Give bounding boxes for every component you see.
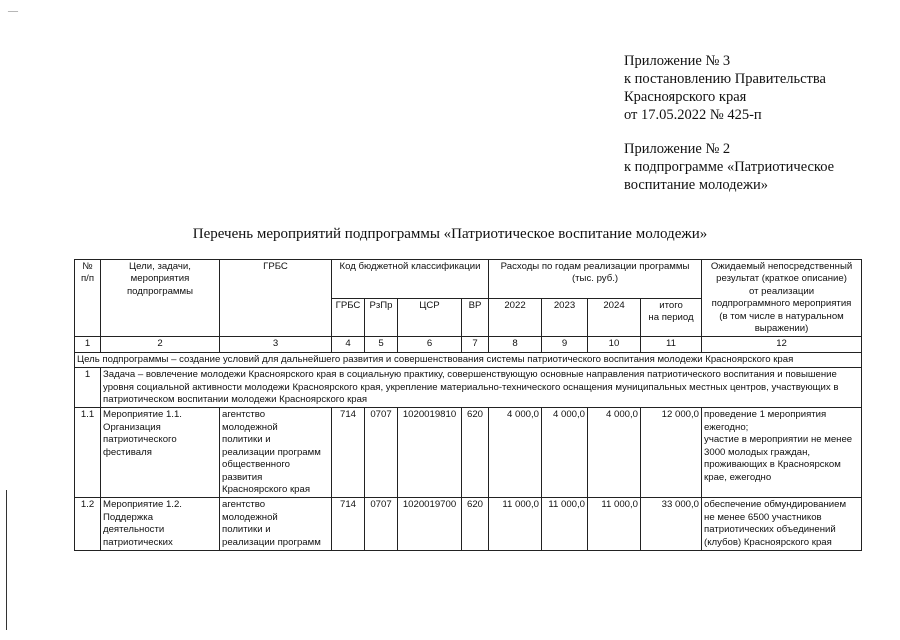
row-rzpr-code: 0707 (365, 408, 398, 498)
scan-corner-mark: — (8, 6, 18, 17)
row-amount-2022: 4 000,0 (489, 408, 542, 498)
appendix-main-line: Приложение № 3 (624, 53, 731, 69)
row-num: 1.2 (75, 498, 101, 551)
row-rzpr-code: 0707 (365, 498, 398, 551)
header-expenses: Расходы по годам реализации программы (тыс. руб.) (489, 260, 702, 299)
appendix-sub-block (624, 140, 834, 194)
appendix-sub-line: к подпрограмме «Патриотическое (624, 159, 835, 175)
subheader-2024: 2024 (588, 298, 641, 337)
appendix-main-line: Красноярского края (624, 89, 747, 105)
row-amount-2024: 11 000,0 (588, 498, 641, 551)
row-grbs-code: 714 (332, 498, 365, 551)
column-number: 9 (542, 337, 588, 352)
appendix-main-line: к постановлению Правительства (624, 71, 826, 87)
subheader-grbs: ГРБС (332, 298, 365, 337)
task-num: 1 (75, 368, 101, 408)
appendix-main-line: от 17.05.2022 № 425-п (624, 107, 762, 123)
subheader-2023: 2023 (542, 298, 588, 337)
row-vr-code: 620 (462, 498, 489, 551)
subheader-csr: ЦСР (398, 298, 462, 337)
subheader-rzpr: РзПр (365, 298, 398, 337)
header-result: Ожидаемый непосредственный результат (краткое описание) от реализации подпрограммного мероприятия (в том числе в натуральном выражении) (702, 260, 862, 337)
row-grbs-name: агентство молодежной политики и реализации программ общественного развития Красноярского края (220, 408, 332, 498)
row-csr-code: 1020019810 (398, 408, 462, 498)
row-measure-name: Мероприятие 1.2. Поддержка деятельности патриотических (101, 498, 220, 551)
row-result: обеспечение обмундированием не менее 6500 участников патриотических объединений (клубов) Красноярского края (702, 498, 862, 551)
column-number: 10 (588, 337, 641, 352)
column-number: 3 (220, 337, 332, 352)
row-amount-2024: 4 000,0 (588, 408, 641, 498)
row-csr-code: 1020019700 (398, 498, 462, 551)
row-amount-total: 12 000,0 (641, 408, 702, 498)
column-number-row (75, 337, 862, 352)
measures-table (74, 259, 862, 551)
column-number: 7 (462, 337, 489, 352)
column-number: 5 (365, 337, 398, 352)
header-goals: Цели, задачи, мероприятия подпрограммы (101, 260, 220, 337)
task-text: Задача – вовлечение молодежи Красноярского края в социальную практику, совершенствующую основные направления патриотического воспитания и повышение уровня социальной активности молодежи Красноярского края, укрепление материально-технического оснащения муниципальных местных центров, участвующих в патриотическом воспитании молодежи Красноярского края (101, 368, 862, 408)
goal-row (75, 352, 862, 367)
scan-edge-line (6, 490, 7, 630)
appendix-main-block (624, 52, 826, 124)
column-number: 12 (702, 337, 862, 352)
document-title: Перечень мероприятий подпрограммы «Патриотическое воспитание молодежи» (192, 226, 708, 242)
row-num: 1.1 (75, 408, 101, 498)
header-num: № п/п (75, 260, 101, 337)
row-amount-2022: 11 000,0 (489, 498, 542, 551)
row-grbs-code: 714 (332, 408, 365, 498)
row-vr-code: 620 (462, 408, 489, 498)
column-number: 4 (332, 337, 365, 352)
task-row (75, 368, 862, 408)
row-grbs-name: агентство молодежной политики и реализации программ (220, 498, 332, 551)
table-row (75, 498, 862, 551)
row-amount-total: 33 000,0 (641, 498, 702, 551)
goal-text: Цель подпрограммы – создание условий для дальнейшего развития и совершенствования системы патриотического воспитания молодежи Красноярского края (75, 352, 862, 367)
appendix-sub-line: Приложение № 2 (624, 141, 731, 157)
column-number: 1 (75, 337, 101, 352)
header-budget-code: Код бюджетной классификации (332, 260, 489, 299)
row-amount-2023: 4 000,0 (542, 408, 588, 498)
column-number: 2 (101, 337, 220, 352)
column-number: 6 (398, 337, 462, 352)
subheader-total: итого на период (641, 298, 702, 337)
column-number: 11 (641, 337, 702, 352)
column-number: 8 (489, 337, 542, 352)
subheader-vr: ВР (462, 298, 489, 337)
row-amount-2023: 11 000,0 (542, 498, 588, 551)
header-grbs: ГРБС (220, 260, 332, 337)
header-row (75, 260, 862, 299)
subheader-2022: 2022 (489, 298, 542, 337)
row-result: проведение 1 мероприятия ежегодно; участие в мероприятии не менее 3000 молодых граждан, проживающих в Красноярском крае, ежегодно (702, 408, 862, 498)
appendix-sub-line: воспитание молодежи» (624, 177, 768, 193)
row-measure-name: Мероприятие 1.1. Организация патриотического фестиваля (101, 408, 220, 498)
table-row (75, 408, 862, 498)
